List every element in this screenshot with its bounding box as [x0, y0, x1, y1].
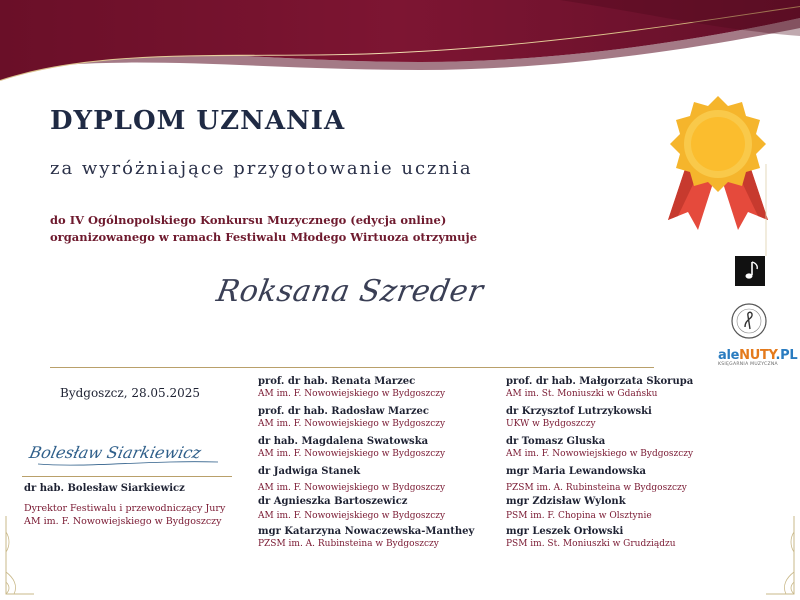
intro-line-1: do IV Ogólnopolskiego Konkursu Muzycznego (edycja online)	[50, 213, 447, 227]
jury-member-name: mgr Zdzisław Wylonk	[506, 496, 626, 507]
intro-line-2: organizowanego w ramach Festiwalu Młodego Wirtuoza otrzymuje	[50, 230, 478, 244]
alenuty-logo-tagline: KSIĘGARNIA MUZYCZNA	[718, 362, 778, 367]
side-ornament-right	[736, 160, 776, 260]
jury-member-institution: PZSM im. A. Rubinsteina w Bydgoszczy	[506, 483, 687, 493]
diploma-title: DYPLOM UZNANIA	[50, 106, 346, 136]
alenuty-logo-part-b: NUTY	[739, 348, 776, 363]
chair-signature	[28, 432, 228, 472]
jury-member-institution: PSM im. F. Chopina w Olsztynie	[506, 511, 652, 521]
jury-member	[506, 406, 693, 436]
jury-member-name: mgr Katarzyna Nowaczewska-Manthey	[258, 526, 475, 537]
intro-text	[50, 212, 610, 246]
chair-role	[24, 502, 254, 528]
jury-member-institution: AM im. F. Nowowiejskiego w Bydgoszczy	[258, 511, 446, 521]
jury-member	[258, 466, 474, 496]
jury-column-2	[506, 376, 693, 556]
signature-line	[22, 476, 232, 477]
corner-ornament-bottom-left	[0, 512, 40, 600]
jury-member	[258, 376, 474, 406]
jury-member-name: prof. dr hab. Małgorzata Skorupa	[506, 376, 694, 387]
jury-member	[506, 466, 693, 496]
jury-member-institution: AM im. F. Nowowiejskiego w Bydgoszczy	[258, 483, 446, 493]
jury-member-name: prof. dr hab. Radosław Marzec	[258, 406, 429, 417]
jury-member-name: dr Agnieszka Bartoszewicz	[258, 496, 408, 507]
music-note-logo-icon	[735, 256, 765, 286]
jury-member-name: dr hab. Magdalena Swatowska	[258, 436, 429, 447]
jury-member	[258, 406, 474, 436]
diploma-subtitle: za wyróżniające przygotowanie ucznia	[50, 158, 473, 179]
jury-member-institution: AM im. F. Nowowiejskiego w Bydgoszczy	[258, 449, 446, 459]
jury-member-name: dr Tomasz Gluska	[506, 436, 606, 447]
jury-member-name: prof. dr hab. Renata Marzec	[258, 376, 416, 387]
jury-member	[506, 526, 693, 556]
alenuty-logo	[718, 348, 798, 367]
jury-member-institution: UKW w Bydgoszczy	[506, 419, 596, 429]
jury-member	[258, 436, 474, 466]
jury-member-name: mgr Maria Lewandowska	[506, 466, 646, 477]
chair-signature-text: Bolesław Siarkiewicz	[28, 443, 203, 462]
jury-member-institution: PZSM im. A. Rubinsteina w Bydgoszczy	[258, 539, 439, 549]
alenuty-logo-part-a: ale	[718, 348, 740, 363]
jury-member-name: mgr Leszek Orłowski	[506, 526, 624, 537]
divider-line	[50, 367, 654, 368]
recipient-name: Roksana Szreder	[213, 274, 487, 309]
chair-role-line-1: Dyrektor Festiwalu i przewodniczący Jury	[24, 503, 226, 514]
jury-member	[258, 526, 474, 556]
chair-role-line-2: AM im. F. Nowowiejskiego w Bydgoszczy	[24, 516, 222, 527]
jury-member	[506, 436, 693, 466]
jury-member-institution: AM im. F. Nowowiejskiego w Bydgoszczy	[258, 389, 446, 399]
jury-member	[506, 376, 693, 406]
jury-member-institution: AM im. F. Nowowiejskiego w Bydgoszczy	[258, 419, 446, 429]
corner-ornament-bottom-right	[760, 512, 800, 600]
jury-member-institution: AM im. F. Nowowiejskiego w Bydgoszczy	[506, 449, 694, 459]
jury-member-name: dr Jadwiga Stanek	[258, 466, 361, 477]
alenuty-logo-part-c: .PL	[775, 348, 798, 363]
jury-column-1	[258, 376, 474, 556]
jury-member-institution: PSM im. St. Moniuszki w Grudziądzu	[506, 539, 676, 549]
jury-member-institution: AM im. St. Moniuszki w Gdańsku	[506, 389, 658, 399]
place-and-date: Bydgoszcz, 28.05.2025	[60, 386, 201, 400]
jury-member-name: dr Krzysztof Lutrzykowski	[506, 406, 652, 417]
jury-member	[506, 496, 693, 526]
chair-name: dr hab. Bolesław Siarkiewicz	[24, 483, 185, 494]
jury-member	[258, 496, 474, 526]
round-seal-logo-icon	[730, 302, 768, 340]
